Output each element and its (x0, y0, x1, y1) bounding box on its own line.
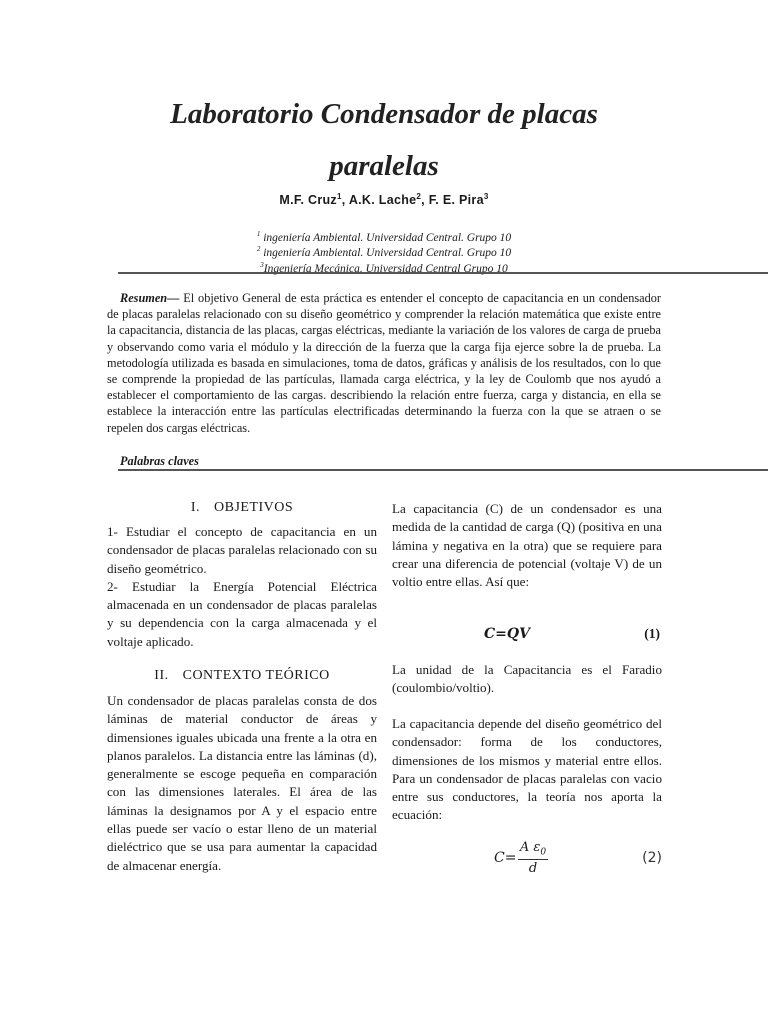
section-number: II. (154, 668, 169, 683)
author-affil-mark: 2 (416, 192, 422, 201)
author-separator: , (421, 193, 429, 208)
author-affil-mark: 3 (483, 192, 489, 201)
affiliation-text: ingeniería Ambiental. Universidad Central. Grupo 10 (260, 246, 512, 259)
capacitance-definition (392, 500, 662, 591)
fraction-bar (518, 859, 548, 860)
author-separator: , (341, 193, 349, 208)
author-name: A.K. Lache (348, 193, 417, 208)
header-rule (118, 272, 768, 274)
section-number: I. (190, 500, 200, 515)
numerator-text: A ε (519, 840, 541, 855)
equation-1 (392, 626, 662, 648)
section-title: OBJETIVOS (214, 500, 294, 515)
equation-number: (1) (644, 626, 660, 641)
affiliation-mark: 1 (256, 230, 261, 238)
paragraph: La unidad de la Capacitancia es el Faradio (coulombio/voltio). (392, 662, 662, 696)
equation-lhs: C= (494, 850, 517, 866)
author-name: M.F. Cruz (279, 193, 337, 208)
abstract-text: El objetivo General de esta práctica es entender el concepto de capacitancia en un condensador de placas paralelas relacionado con su diseño geométrico y comprender la relación matemática que existe entre la capacitancia, distancia de las placas, cargas eléctricas, mediante la variación de los valores de carga de prueba y observando como varia el módulo y la dirección de la fuerza que la carga fija ejerce sobre la de prueba. La metodología utilizada es basada en simulaciones, toma de datos, gráficas y análisis de los resultados, con lo que se comprende la propiedad de las partículas, llamada carga eléctrica, y la ley de Coulomb que nos ayudó a establecer el comportamiento de las cargas. describiendo la relación entre fuerza, carga y distancia, en ella se establece la interacción entre las partículas electrificadas determinando la fuerza con la que se atraen o se repelen dos cargas eléctricas. (107, 291, 661, 435)
paper-title (108, 88, 660, 192)
paragraph: Un condensador de placas paralelas consta de dos láminas de material conductor de áreas y dimensiones iguales ubicada una frente a la otra en planos paralelos. La distancia entre las láminas (d), generalmente se escoge pequeña en comparación con las dimensiones laterales. El área de las láminas la designamos por A y el espacio entre ellas puede ser vacío o estar lleno de un material dieléctrico que se usa para aumentar la capacidad de almacenar energía. (107, 693, 377, 873)
author-affil-mark: 1 (336, 192, 342, 201)
author-list (108, 192, 660, 207)
unit-paragraph (392, 661, 662, 698)
equation-2 (392, 838, 662, 882)
paragraph: La capacitancia depende del diseño geométrico del condensador: forma de los conductores, dimensiones de los mismos y material entre ellos. Para un condensador de placas paralelas con vacio entre sus conductores, la teoría nos aporta la ecuación: (392, 716, 662, 823)
keywords-label: Palabras claves (120, 454, 199, 468)
affiliation-text: ingeniería Ambiental. Universidad Central. Grupo 10 (260, 231, 512, 244)
title-line-1: Laboratorio Condensador de placas (170, 98, 598, 130)
author-name: F. E. Pira (428, 193, 484, 208)
equation-formula: C=QV (484, 626, 530, 642)
section-heading-objetivos (107, 500, 377, 516)
section-title: CONTEXTO TEÓRICO (182, 668, 330, 683)
title-line-2: paralelas (329, 150, 439, 182)
abstract-rule (118, 469, 768, 471)
contexto-body (107, 692, 377, 875)
fraction-denominator: d (528, 860, 538, 876)
affiliation-mark: 3 (260, 261, 264, 269)
affiliation-text: Ingeniería Mecánica. Universidad Central Grupo 10 (263, 262, 508, 275)
objective-item: 2- Estudiar la Energía Potencial Eléctrica almacenada en un condensador de placas paralelas y su dependencia con la carga almacenada y el voltaje aplicado. (107, 578, 377, 649)
abstract-lead: Resumen— (120, 291, 180, 305)
paragraph: La capacitancia (C) de un condensador es una medida de la cantidad de carga (Q) (positiva en una lámina y negativa en la otra) que se requiere para crear una diferencia de potencial (voltaje V) de un voltio entre ellas. Así que: (392, 501, 662, 590)
objective-item: 1- Estudiar el concepto de capacitancia en un condensador de placas paralelas relacionado con su diseño geométrico. (107, 524, 377, 576)
geometry-paragraph (392, 715, 662, 825)
affiliation-mark: 2 (256, 245, 261, 253)
section-heading-contexto (107, 668, 377, 684)
fraction-numerator (519, 840, 547, 858)
equation-fraction (518, 840, 548, 876)
abstract (107, 290, 661, 436)
equation-number: (2) (642, 850, 662, 866)
numerator-subscript: 0 (540, 847, 547, 858)
objetivos-body (107, 523, 377, 651)
affiliation (108, 258, 660, 277)
